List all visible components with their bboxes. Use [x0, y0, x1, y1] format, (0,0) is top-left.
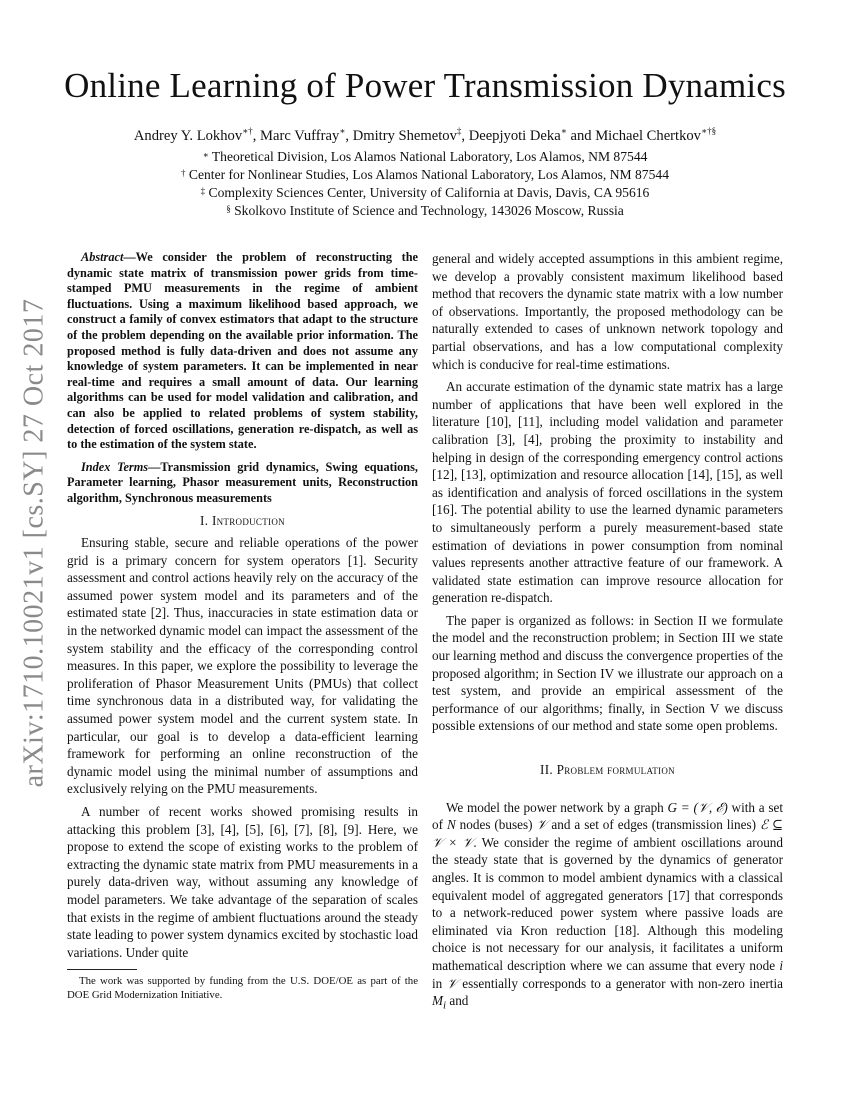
- author-mark: ∗†: [242, 126, 253, 136]
- affiliation: [0, 166, 850, 184]
- affiliation: [0, 202, 850, 220]
- text-run: in: [432, 975, 447, 991]
- math-symbol: M: [432, 993, 443, 1009]
- text-run: . We consider the regime of ambient oscillations around the steady state that is governed by the dynamics of generator angles. It is common to model ambient dynamics with a classical equivalent model of aggregated generators [17] that corresponds to a network-reduced power system where passive loads are eliminated via Kron reduction [18]. Although this modeling choice is not necessary for our analysis, it facilitates a uniform mathematical description where we can assume that every node: [432, 834, 783, 973]
- text-run: essentially corresponds to a generator with non-zero inertia: [457, 975, 783, 991]
- author-mark: ‡: [456, 126, 462, 136]
- math-subscript: i: [443, 999, 447, 1012]
- footnote-text: The work was supported by funding from the U.S. DOE/OE as part of the DOE Grid Modernization Initiative.: [67, 975, 418, 1001]
- affiliation-mark: ‡: [200, 186, 206, 196]
- text-run: and a set of edges (transmission lines): [547, 817, 760, 833]
- math-inline: ℰ ⊆ 𝒱 × 𝒱: [432, 817, 783, 850]
- text-run: with a set of: [432, 799, 783, 833]
- affiliation-text: Center for Nonlinear Studies, Los Alamos National Laboratory, Los Alamos, NM 87544: [188, 167, 669, 182]
- paragraph: Ensuring stable, secure and reliable operations of the power grid is a primary concern for system operators [1]. Security assessment and control actions heavily rely on the accuracy of the assumed power system model and its parameters and of the estimated state [2]. Thus, inaccuracies in state estimation data or in the networked dynamic model can impact the assessment of the system stability and the efficacy of the corresponding control measures. In this paper, we explore the possibility to leverage the proliferation of Phasor Measurement Units (PMUs) that collect time synchronous data in a distributed way, for validating the assumed power system model and the current system state. In particular, our goal is to develop a data-efficient learning framework for performing an online reconstruction of the dynamic model using the minimal number of assumptions and exclusively relying on the PMU measurements.: [67, 535, 418, 797]
- index-terms: [67, 460, 418, 507]
- text-run: and: [446, 993, 469, 1009]
- text-run: nodes (buses): [455, 817, 537, 833]
- paragraph: [432, 799, 783, 1016]
- math-inline: 𝒱: [446, 975, 458, 991]
- author-conjunction: and: [570, 128, 592, 144]
- text-run: We model the power network by a graph: [446, 799, 668, 815]
- math-inline: N: [446, 817, 456, 833]
- author-name: Andrey Y. Lokhov: [133, 128, 243, 144]
- math-inline: [432, 993, 447, 1012]
- author-name: Deepjyoti Deka: [468, 128, 561, 144]
- left-column: [67, 250, 418, 961]
- author-mark: ∗†§: [700, 126, 717, 136]
- author-name: Dmitry Shemetov: [352, 128, 457, 144]
- paragraph: An accurate estimation of the dynamic state matrix has a large number of applications that have been well explored in the literature [10], [11], including model validation and parameter calibration [3], [4], probing the proximity to instability and helping in design of the corresponding emergency control actions [12], [13], optimization and resource allocation [14], [15], as well as identification and analysis of forced oscillations in the system [16]. The potential ability to use the learned dynamic parameters to simultaneously perform a purely measurement-based state estimation of deviations in power consumption from nominal values represents another attractive feature of our framework. A validated state estimation can improve resource allocation for generation re-dispatch.: [432, 379, 783, 606]
- right-column: [432, 250, 783, 1015]
- paragraph: general and widely accepted assumptions in this ambient regime, we develop a provably consistent maximum likelihood based method that recovers the dynamic state matrix with a low number of observations. Importantly, the proposed methodology can be naturally extended to cases of unknown network topology and partial observations, and has a low computational complexity which is conducive for real-time estimations.: [432, 251, 783, 372]
- math-inline: G = (𝒱, ℰ): [667, 799, 728, 815]
- section-number: I.: [200, 512, 212, 528]
- author-list: Andrey Y. Lokhov∗†, Marc Vuffray∗, Dmitry Shemetov‡, Deepjyoti Deka∗ and Michael Chertkov∗†§: [133, 126, 717, 144]
- math-inline: 𝒱: [536, 817, 548, 833]
- arxiv-identifier: arXiv:1710.10021v1 [cs.SY] 27 Oct 2017: [18, 298, 50, 788]
- section-title: Problem formulation: [556, 762, 675, 778]
- affiliation-text: Complexity Sciences Center, University of California at Davis, Davis, CA 95616: [208, 185, 650, 200]
- affiliation-mark: ∗: [202, 150, 209, 160]
- abstract: [67, 250, 418, 453]
- section-title: Introduction: [211, 512, 285, 528]
- affiliation-text: Skolkovo Institute of Science and Technology, 143026 Moscow, Russia: [234, 203, 624, 218]
- author-name: Michael Chertkov: [595, 128, 701, 144]
- section-number: II.: [540, 762, 557, 778]
- section-heading-problem-formulation: [432, 761, 783, 779]
- author-mark: ∗: [560, 126, 567, 136]
- paragraph: The paper is organized as follows: in Section II we formulate the model and the reconstruction problem; in Section III we state our learning method and discuss the convergence properties of the proposed algorithm; in Section IV we illustrate our approach on a test system, and provide an empirical assessment of the performance of our algorithms; finally, in Section V we discuss possible extensions of our method and state some open problems.: [432, 612, 783, 734]
- abstract-text: —We consider the problem of reconstructing the dynamic state matrix of transmission power grids from time-stamped PMU measurements in the regime of ambient fluctuations. Using a maximum likelihood based approach, we construct a family of convex estimators that adapt to the structure of the problem depending on the available prior information. The proposed method is fully data-driven and does not assume any knowledge of system parameters. It can be implemented in near real-time and requires a small amount of data. Our learning algorithms can be used for model validation and calibration, and can also be applied to related problems of system stability, detection of forced oscillations, generation re-dispatch, as well as to the estimation of the system state.: [67, 250, 418, 452]
- author-name: Marc Vuffray: [260, 128, 340, 144]
- affiliation: [0, 148, 850, 166]
- footnote: [67, 974, 418, 1002]
- affiliation: [0, 184, 850, 202]
- section-heading-introduction: [67, 512, 418, 530]
- abstract-label: Abstract: [81, 250, 124, 264]
- paper-title: Online Learning of Power Transmission Dynamics: [64, 66, 786, 105]
- author-mark: ∗: [339, 126, 346, 136]
- paragraph: A number of recent works showed promising results in attacking this problem [3], [4], [5], [6], [7], [8], [9]. Here, we propose to extend the scope of existing works to the problem of extracting the dynamic state matrix from PMU measurements in a purely data-driven way, without assuming any knowledge of model parameters. We take advantage of the separation of scales that exists in the regime of ambient fluctuations around the steady state leading to power system dynamics excited by stochastic load variations. Under quite: [67, 804, 418, 960]
- index-terms-label: Index Terms: [81, 459, 149, 474]
- footnote-rule: [67, 969, 137, 970]
- affiliation-list: [0, 148, 850, 220]
- index-terms-text: —Transmission grid dynamics, Swing equations, Parameter learning, Phasor measurement units, Reconstruction algorithm, Synchronous measurements: [67, 459, 418, 505]
- affiliation-mark: §: [226, 204, 231, 214]
- affiliation-text: Theoretical Division, Los Alamos National Laboratory, Los Alamos, NM 87544: [211, 149, 648, 164]
- math-inline: i: [779, 957, 783, 973]
- arxiv-sidebar: [12, 298, 56, 788]
- affiliation-mark: †: [180, 168, 186, 178]
